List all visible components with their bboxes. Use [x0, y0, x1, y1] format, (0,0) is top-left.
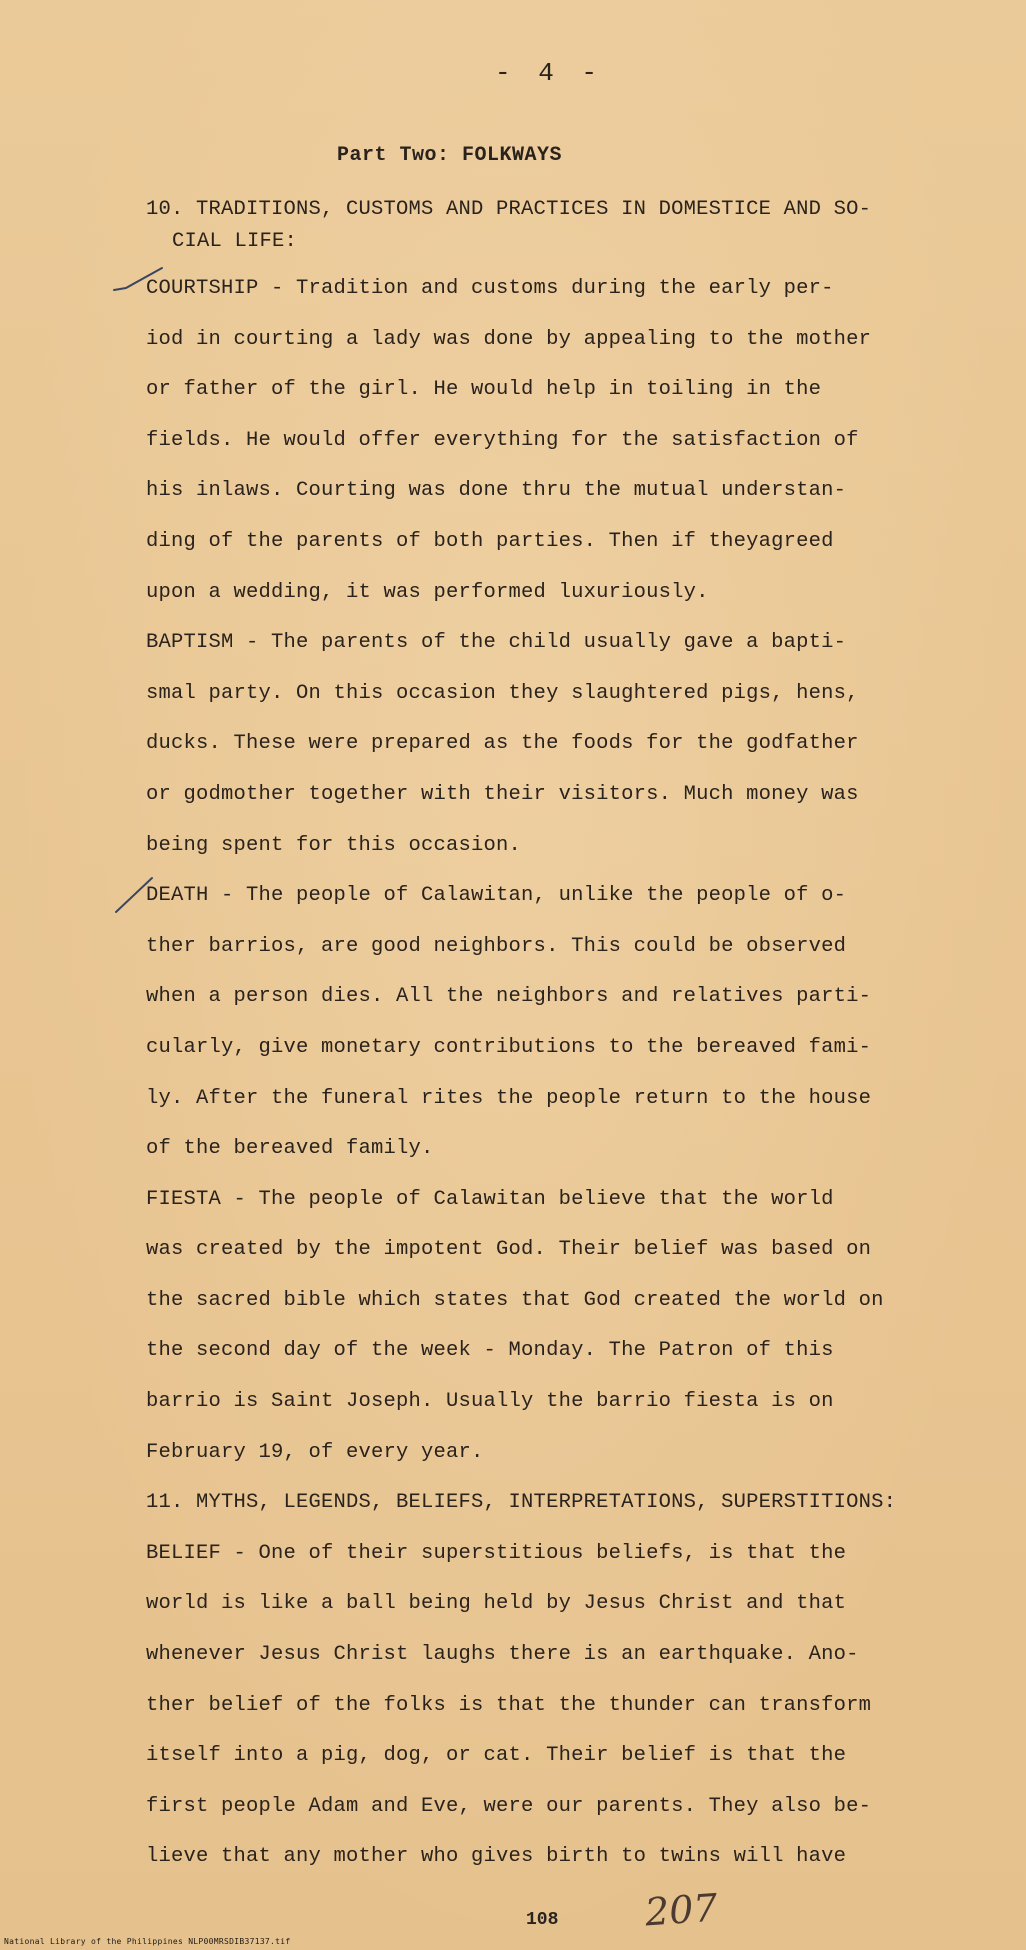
text-line: ly. After the funeral rites the people return to the house [146, 1086, 872, 1110]
text-line: the second day of the week - Monday. The Patron of this [146, 1339, 834, 1363]
text-line: was created by the impotent God. Their belief was based on [146, 1238, 872, 1262]
text-line: iod in courting a lady was done by appealing to the mother [146, 327, 872, 351]
text-line: ther belief of the folks is that the thunder can transform [146, 1693, 872, 1717]
text-line: 10. TRADITIONS, CUSTOMS AND PRACTICES IN DOMESTICE AND SO- [146, 198, 872, 221]
text-line: smal party. On this occasion they slaughtered pigs, hens, [146, 681, 859, 705]
handwritten-page-number: 207 [643, 1885, 719, 1935]
section-10-heading [146, 194, 906, 258]
text-line: first people Adam and Eve, were our parents. They also be- [146, 1794, 872, 1818]
text-line: the sacred bible which states that God created the world on [146, 1288, 884, 1312]
text-line: being spent for this occasion. [146, 833, 522, 857]
text-line: COURTSHIP - Tradition and customs during the early per- [146, 277, 834, 300]
text-line: when a person dies. All the neighbors and relatives parti- [146, 985, 872, 1009]
text-line: ducks. These were prepared as the foods for the godfather [146, 732, 859, 756]
text-line: ding of the parents of both parties. Then if theyagreed [146, 529, 834, 553]
text-line: DEATH - The people of Calawitan, unlike the people of o- [146, 884, 847, 908]
text-line: or father of the girl. He would help in toiling in the [146, 378, 822, 402]
part-heading: Part Two: FOLKWAYS [337, 144, 563, 167]
section-11-heading [146, 1478, 906, 1529]
text-line: world is like a ball being held by Jesus Christ and that [146, 1592, 847, 1616]
paragraph-courtship [146, 264, 906, 618]
text-line: barrio is Saint Joseph. Usually the barrio fiesta is on [146, 1390, 834, 1414]
document-body [146, 194, 906, 1883]
text-line: itself into a pig, dog, or cat. Their belief is that the [146, 1744, 847, 1768]
text-line: of the bereaved family. [146, 1137, 434, 1161]
paragraph-death [146, 871, 906, 1175]
text-line: fields. He would offer everything for the satisfaction of [146, 428, 859, 452]
text-line: or godmother together with their visitors. Much money was [146, 782, 859, 806]
stamp-number: 108 [526, 1910, 559, 1930]
paragraph-baptism [146, 618, 906, 871]
text-line: cularly, give monetary contributions to the bereaved fami- [146, 1035, 872, 1059]
text-line: his inlaws. Courting was done thru the mutual understan- [146, 479, 847, 503]
text-line: upon a wedding, it was performed luxuriously. [146, 580, 709, 604]
text-line: lieve that any mother who gives birth to twins will have [146, 1845, 847, 1869]
text-line: whenever Jesus Christ laughs there is an earthquake. Ano- [146, 1643, 859, 1667]
text-line: ther barrios, are good neighbors. This could be observed [146, 934, 847, 958]
text-line: February 19, of every year. [146, 1440, 484, 1464]
archive-source-line: National Library of the Philippines NLP00MRSDIB37137.tif [4, 1937, 291, 1946]
paragraph-fiesta [146, 1175, 906, 1479]
text-line: BAPTISM - The parents of the child usually gave a bapti- [146, 631, 847, 655]
text-line: BELIEF - One of their superstitious beliefs, is that the [146, 1541, 847, 1565]
text-line: CIAL LIFE: [172, 230, 298, 253]
page-number: - 4 - [494, 58, 603, 88]
text-line: 11. MYTHS, LEGENDS, BELIEFS, INTERPRETATIONS, SUPERSTITIONS: [146, 1491, 897, 1515]
text-line: FIESTA - The people of Calawitan believe that the world [146, 1187, 834, 1211]
paragraph-belief [146, 1529, 906, 1883]
